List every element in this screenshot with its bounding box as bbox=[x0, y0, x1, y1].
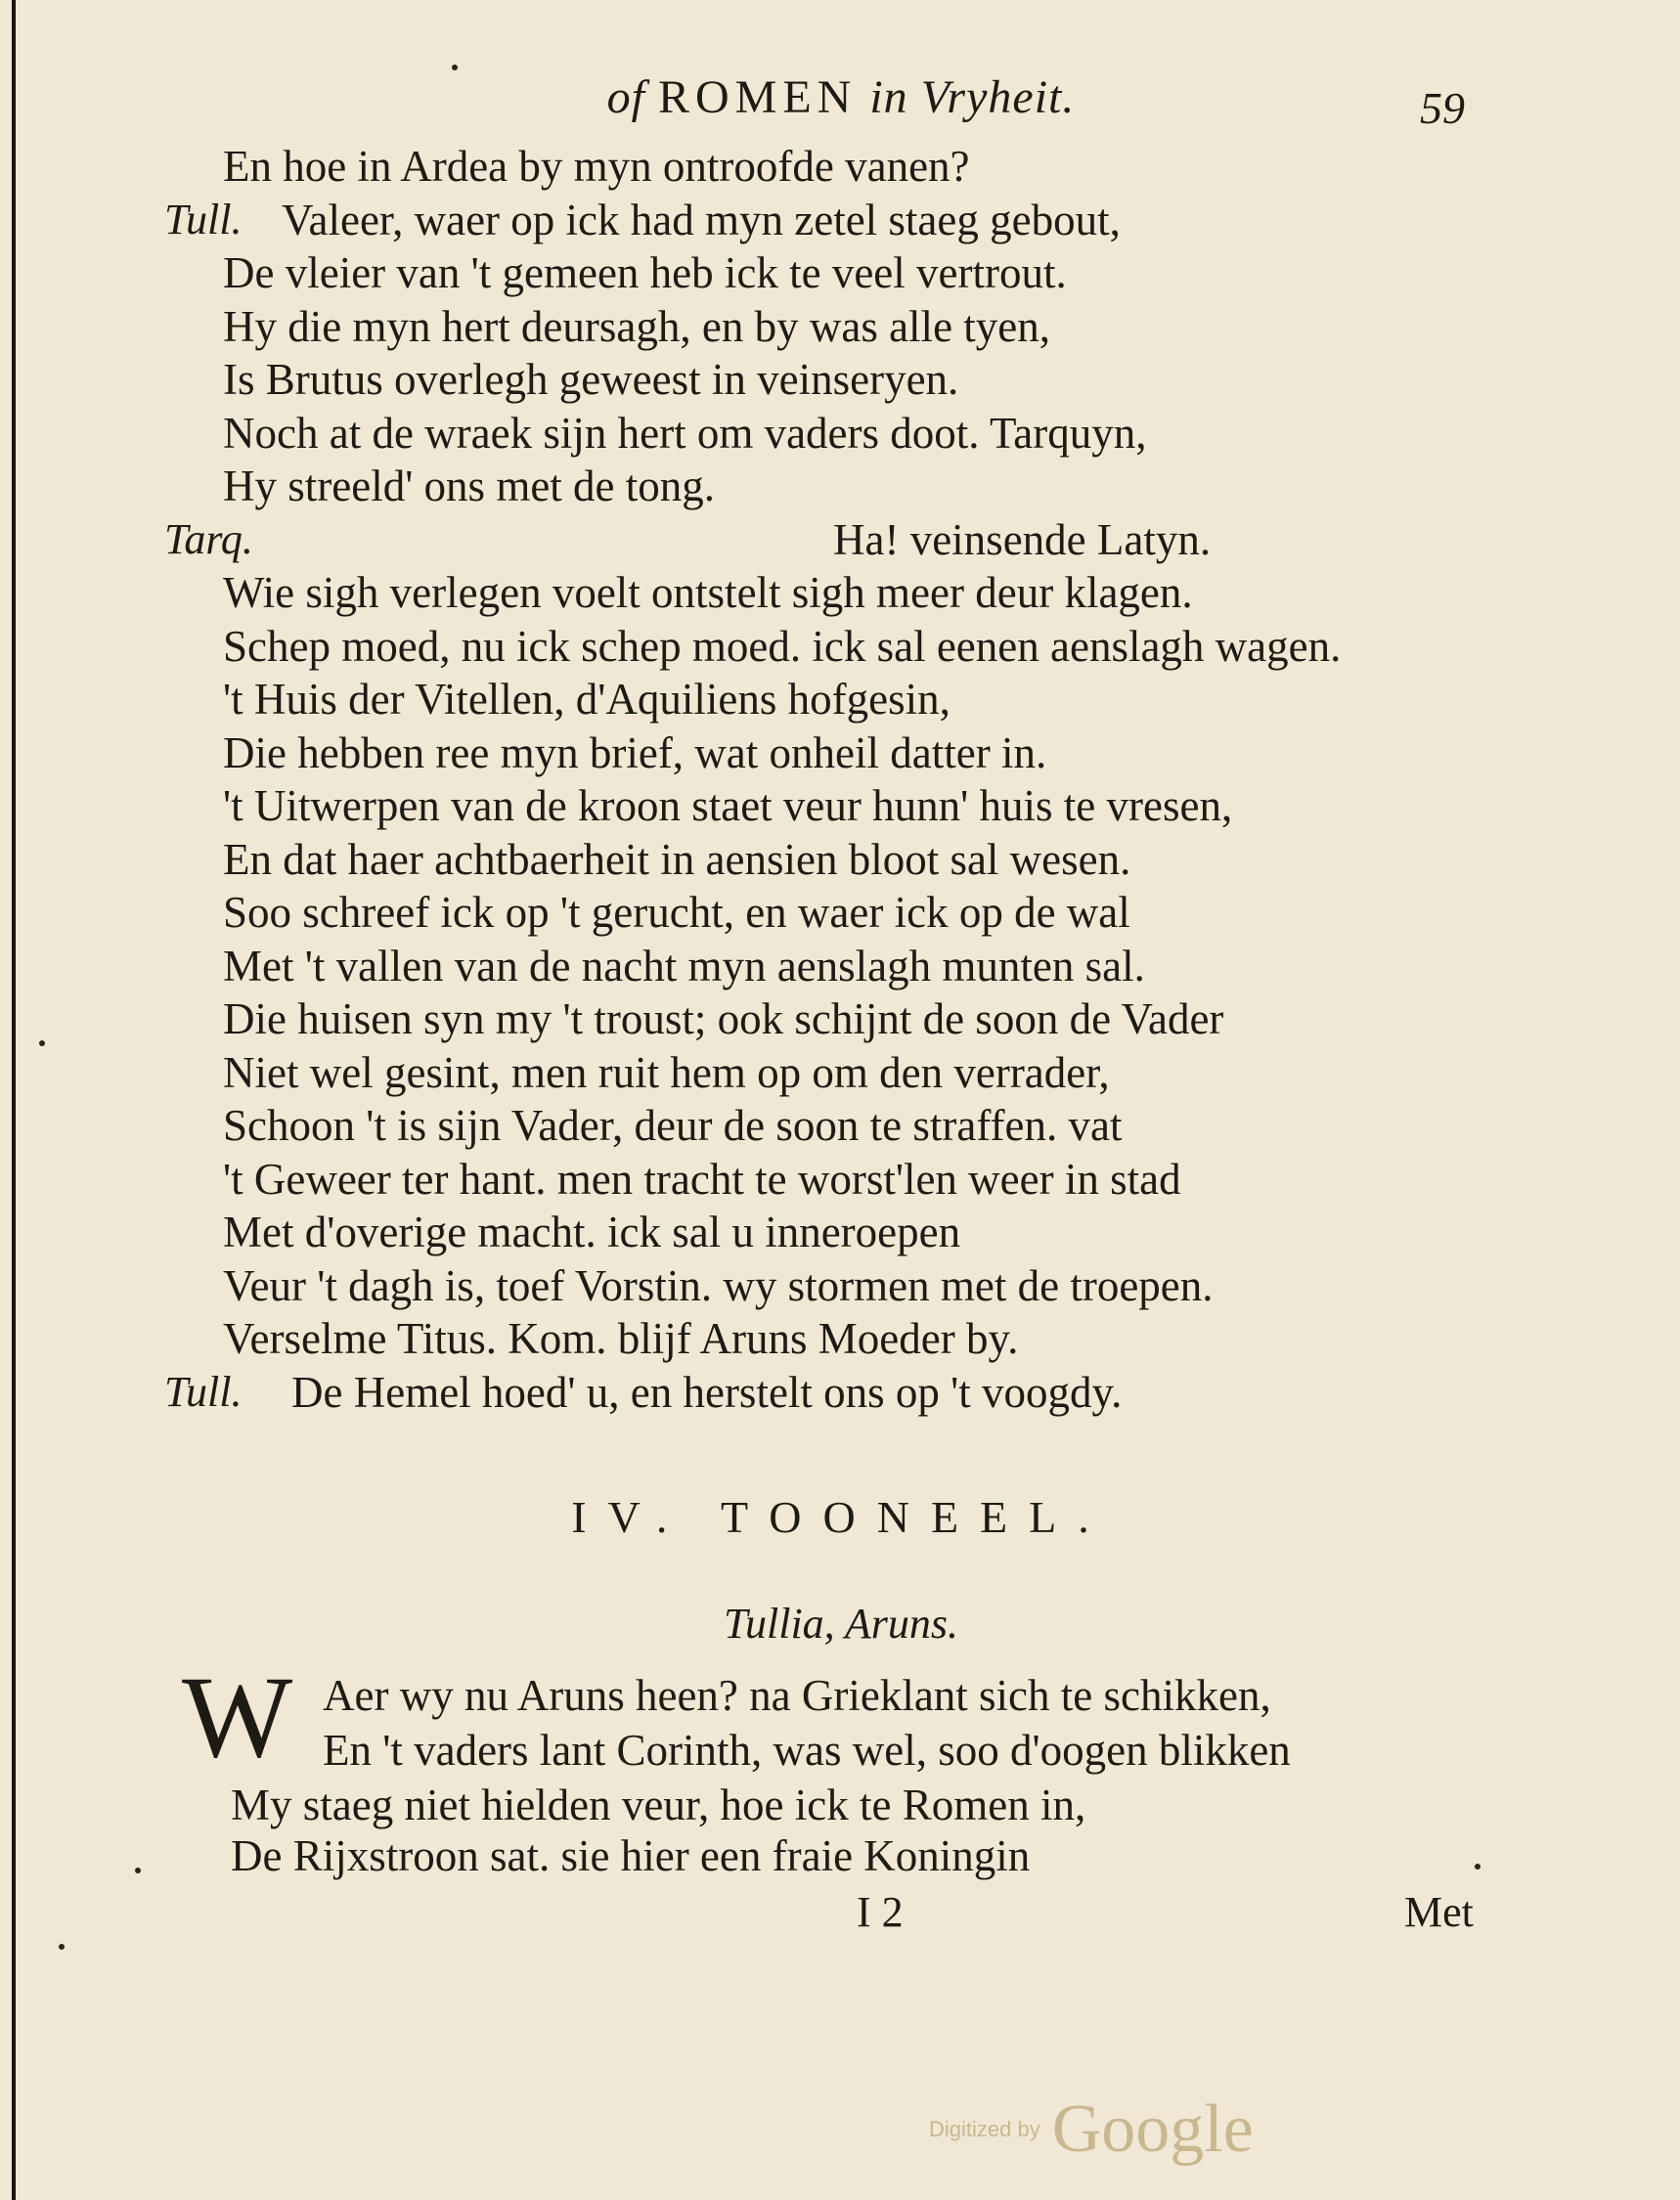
verse-line bbox=[0, 832, 1680, 887]
verse-text: En dat haer achtbaerheit in aensien bloot sal wesen. bbox=[223, 834, 1131, 884]
verse-line bbox=[0, 1311, 1680, 1366]
verse-text: 't Uitwerpen van de kroon staet veur hunn' huis te vresen, bbox=[223, 781, 1233, 830]
verse-line bbox=[0, 459, 1680, 513]
verse-line bbox=[0, 1365, 1680, 1420]
verse-text: Is Brutus overlegh geweest in veinseryen. bbox=[223, 355, 959, 404]
verse-line bbox=[0, 726, 1680, 780]
verse-line bbox=[0, 1258, 1680, 1313]
verse-line bbox=[0, 1045, 1680, 1100]
verse-line bbox=[0, 619, 1680, 674]
verse-text: 't Huis der Vitellen, d'Aquiliens hofgesin, bbox=[223, 675, 951, 724]
verse-text: En hoe in Ardea by myn ontroofde vanen? bbox=[223, 142, 970, 191]
verse-text: 't Geweer ter hant. men tracht te worst'len weer in stad bbox=[223, 1154, 1181, 1204]
verse-text: Veur 't dagh is, toef Vorstin. wy stormen met de troepen. bbox=[223, 1260, 1214, 1310]
verse-text: Verselme Titus. Kom. blijf Aruns Moeder by. bbox=[223, 1314, 1019, 1363]
verse-text: Soo schreef ick op 't gerucht, en waer ick op de wal bbox=[223, 888, 1130, 937]
google-watermark bbox=[929, 2090, 1254, 2169]
verse-text: Wie sigh verlegen voelt ontstelt sigh meer deur klagen. bbox=[223, 568, 1193, 617]
verse-text: Valeer, waer op ick had myn zetel staeg gebout, bbox=[282, 195, 1121, 244]
watermark-small: Digitized by bbox=[929, 2117, 1040, 2141]
verse-text: Noch at de wraek sijn hert om vaders doot. Tarquyn, bbox=[223, 408, 1147, 458]
signature-mark: I 2 bbox=[857, 1888, 904, 1936]
verse-text: Hy die myn hert deursagh, en by was alle tyen, bbox=[223, 301, 1051, 351]
verse-line bbox=[0, 512, 1680, 567]
verse-text: Schep moed, nu ick schep moed. ick sal eenen aenslagh wagen. bbox=[223, 621, 1342, 671]
verse-line bbox=[0, 193, 1680, 247]
verse-text: Niet wel gesint, men ruit hem op om den verrader, bbox=[223, 1047, 1110, 1097]
verse-line bbox=[0, 245, 1680, 300]
verse-text: Met 't vallen van de nacht myn aenslagh munten sal. bbox=[223, 941, 1145, 990]
catchword: Met bbox=[1404, 1888, 1474, 1936]
verse-text: Ha! veinsende Latyn. bbox=[833, 514, 1212, 564]
verse-line bbox=[0, 352, 1680, 407]
verse-line bbox=[0, 939, 1680, 993]
scene-verse-line: En 't vaders lant Corinth, was wel, soo d'oogen blikken bbox=[323, 1726, 1291, 1775]
verse-line bbox=[0, 139, 1680, 194]
verse-text: Schoon 't is sijn Vader, deur de soon te straffen. vat bbox=[223, 1101, 1123, 1150]
verse-text: Met d'overige macht. ick sal u inneroepen bbox=[223, 1208, 961, 1256]
speaker-label: Tarq. bbox=[164, 514, 253, 563]
scene-heading: IV. TOONEEL. bbox=[571, 1492, 1111, 1542]
verse-line bbox=[0, 1152, 1680, 1207]
scene-verse-line: My staeg niet hielden veur, hoe ick te Romen in, bbox=[231, 1781, 1086, 1829]
running-head-title: ROMEN bbox=[657, 71, 858, 123]
verse-text: De vleier van 't gemeen heb ick te veel vertrout. bbox=[223, 248, 1067, 297]
verse-line bbox=[0, 1205, 1680, 1259]
ink-speck bbox=[39, 1040, 45, 1046]
ink-speck bbox=[1475, 1864, 1481, 1870]
verse-line bbox=[0, 406, 1680, 461]
running-head-prefix: of bbox=[606, 71, 645, 123]
running-head bbox=[528, 70, 1154, 124]
verse-text: Hy streeld' ons met de tong. bbox=[223, 462, 716, 510]
verse-line bbox=[0, 672, 1680, 726]
drop-cap: W bbox=[182, 1651, 293, 1782]
verse-line bbox=[0, 565, 1680, 620]
running-head-suffix: in Vryheit. bbox=[869, 71, 1076, 123]
speaker-label: Tull. bbox=[164, 195, 243, 243]
verse-line bbox=[0, 1098, 1680, 1153]
verse-text: Die hebben ree myn brief, wat onheil datter in. bbox=[223, 727, 1047, 777]
verse-text: De Hemel hoed' u, en herstelt ons op 't voogdy. bbox=[291, 1367, 1123, 1417]
watermark-logo: Google bbox=[1051, 2091, 1254, 2167]
verse-line bbox=[0, 778, 1680, 833]
ink-speck bbox=[452, 65, 458, 70]
verse-line bbox=[0, 299, 1680, 354]
scene-verse-line: Aer wy nu Aruns heen? na Grieklant sich te schikken, bbox=[323, 1671, 1271, 1720]
page-number: 59 bbox=[1420, 83, 1465, 133]
verse-line bbox=[0, 991, 1680, 1046]
scene-verse-line: De Rijxstroon sat. sie hier een fraie Koningin bbox=[231, 1831, 1031, 1880]
speaker-label: Tull. bbox=[164, 1367, 243, 1416]
verse-line bbox=[0, 885, 1680, 940]
scene-characters: Tullia, Aruns. bbox=[723, 1600, 959, 1648]
ink-speck bbox=[135, 1868, 141, 1873]
verse-text: Die huisen syn my 't troust; ook schijnt de soon de Vader bbox=[223, 994, 1224, 1043]
ink-speck bbox=[59, 1944, 65, 1950]
